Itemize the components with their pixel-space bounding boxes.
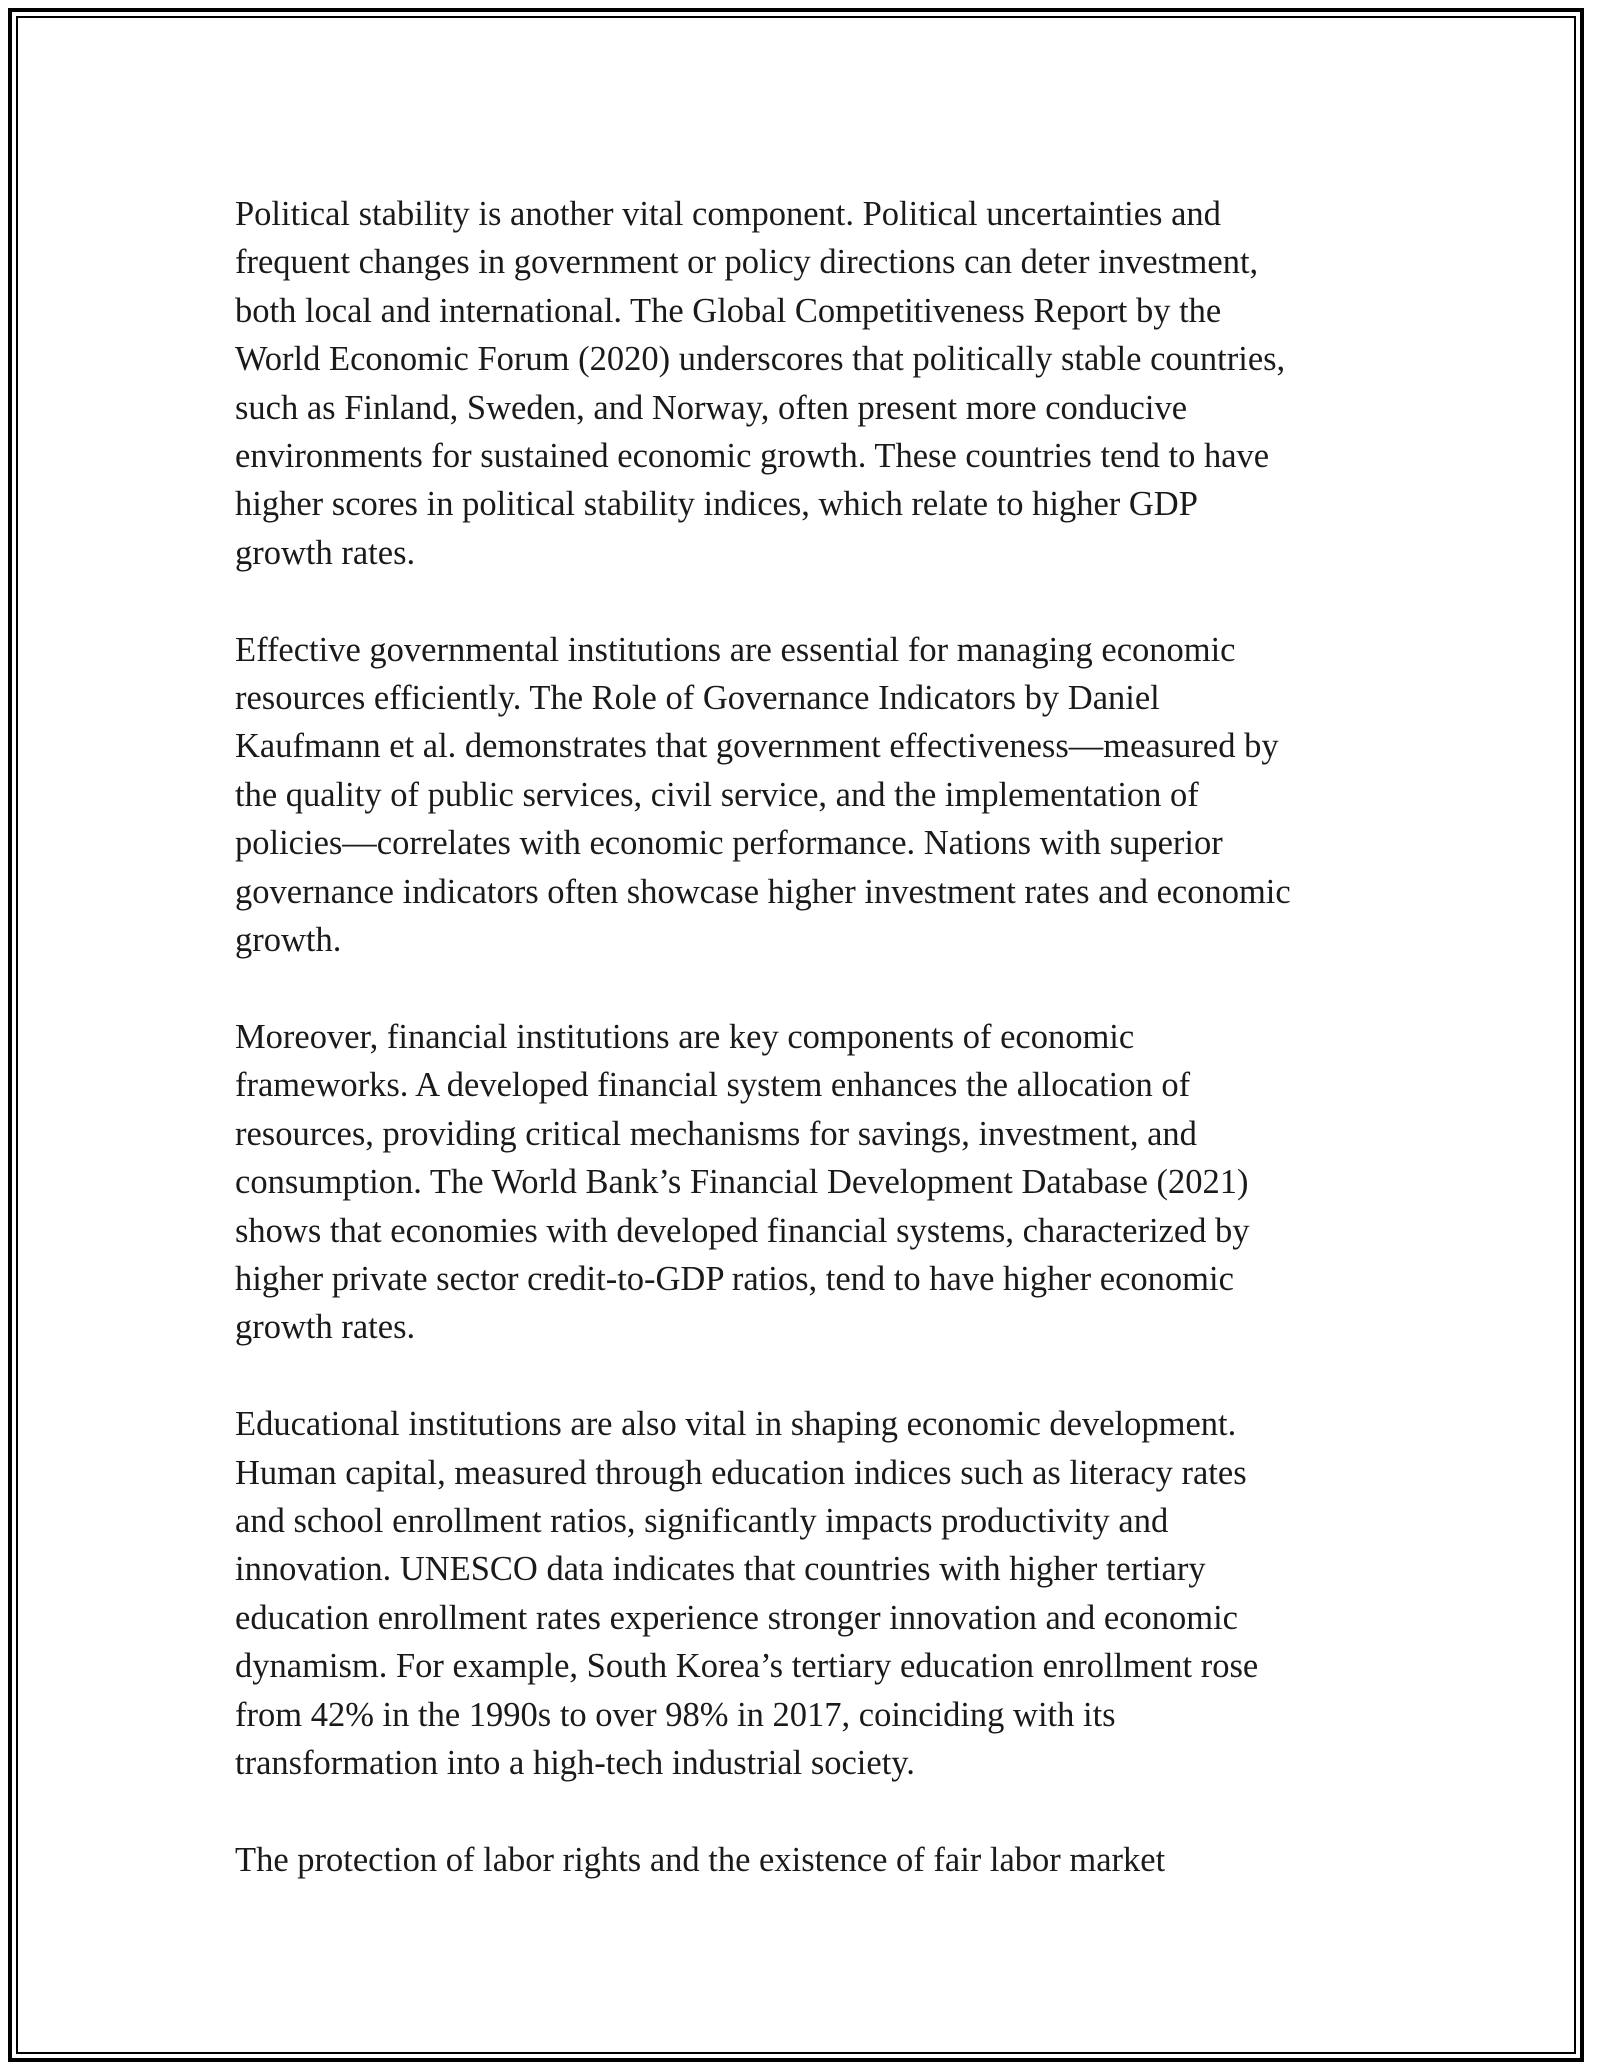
text-line: Kaufmann et al. demonstrates that government effectiveness—measured by — [235, 727, 1279, 766]
text-line: dynamism. For example, South Korea’s tertiary education enrollment rose — [235, 1647, 1259, 1686]
text-line: growth. — [235, 921, 342, 960]
text-line: frameworks. A developed financial system enhances the allocation of — [235, 1066, 1191, 1105]
text-line: education enrollment rates experience stronger innovation and economic — [235, 1598, 1238, 1637]
paragraph-governmental-institutions — [235, 626, 1385, 965]
text-line: Human capital, measured through education indices such as literacy rates — [235, 1453, 1247, 1492]
text-line: growth rates. — [235, 1308, 416, 1347]
text-line: the quality of public services, civil service, and the implementation of — [235, 775, 1199, 814]
text-line: frequent changes in government or policy directions can deter investment, — [235, 243, 1259, 282]
text-line: Political stability is another vital component. Political uncertainties and — [235, 195, 1221, 233]
text-line: innovation. UNESCO data indicates that countries with higher tertiary — [235, 1550, 1206, 1589]
paragraph-political-stability — [235, 190, 1385, 577]
text-line: and school enrollment ratios, significantly impacts productivity and — [235, 1501, 1169, 1540]
document-body — [235, 190, 1385, 1933]
text-line: from 42% in the 1990s to over 98% in 2017, coinciding with its — [235, 1695, 1116, 1734]
text-line: Effective governmental institutions are essential for managing economic — [235, 630, 1236, 669]
paragraph-financial-institutions — [235, 1013, 1385, 1352]
text-line: growth rates. — [235, 533, 416, 572]
text-line: higher scores in political stability indices, which relate to higher GDP — [235, 485, 1198, 524]
text-line: Educational institutions are also vital in shaping economic development. — [235, 1405, 1237, 1444]
text-line: policies—correlates with economic performance. Nations with superior — [235, 824, 1223, 863]
text-line: environments for sustained economic growth. These countries tend to have — [235, 437, 1270, 476]
text-line: higher private sector credit-to-GDP ratios, tend to have higher economic — [235, 1259, 1234, 1298]
text-line: The protection of labor rights and the existence of fair labor market — [235, 1840, 1166, 1879]
text-line: consumption. The World Bank’s Financial Development Database (2021) — [235, 1163, 1249, 1202]
text-line: transformation into a high-tech industrial society. — [235, 1743, 915, 1782]
text-line: such as Finland, Sweden, and Norway, often present more conducive — [235, 388, 1188, 427]
text-line: resources, providing critical mechanisms for savings, investment, and — [235, 1114, 1197, 1153]
text-line: both local and international. The Global Competitiveness Report by the — [235, 291, 1222, 330]
text-line: Moreover, financial institutions are key components of economic — [235, 1017, 1135, 1056]
text-line: World Economic Forum (2020) underscores that politically stable countries, — [235, 340, 1286, 379]
paragraph-labor-rights — [235, 1836, 1385, 1884]
text-line: shows that economies with developed financial systems, characterized by — [235, 1211, 1250, 1250]
text-line: governance indicators often showcase higher investment rates and economic — [235, 872, 1291, 911]
text-line: resources efficiently. The Role of Governance Indicators by Daniel — [235, 679, 1160, 718]
paragraph-educational-institutions — [235, 1400, 1385, 1787]
